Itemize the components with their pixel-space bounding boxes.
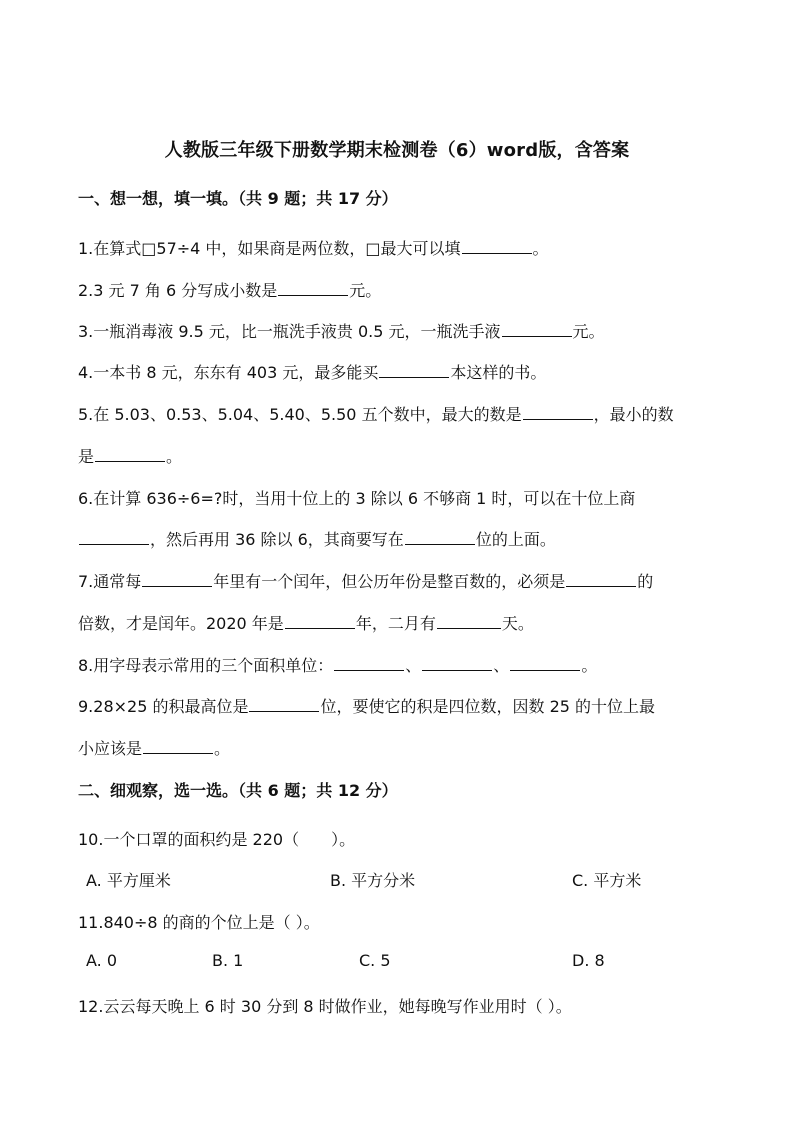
question-2-text: 2.3 元 7 角 6 分写成小数是 [78, 281, 278, 300]
answer-blank[interactable] [95, 447, 165, 462]
answer-blank[interactable] [334, 656, 404, 671]
question-7-mid-2: 的 [637, 572, 654, 591]
question-5-cont: 是 [78, 447, 95, 466]
question-8 [78, 653, 597, 676]
question-9-text: 9.28×25 的积最高位是 [78, 697, 249, 716]
question-7-line-1 [78, 569, 653, 592]
question-6-line-1 [78, 486, 635, 509]
question-5-mid: ，最小的数 [593, 405, 674, 424]
answer-blank[interactable] [405, 530, 475, 545]
answer-blank[interactable] [437, 614, 501, 629]
answer-blank[interactable] [142, 572, 212, 587]
answer-blank[interactable] [285, 614, 355, 629]
question-11: 11.840÷8 的商的个位上是（ ）。 [78, 913, 320, 932]
option-c[interactable]: C. 5 [359, 951, 391, 970]
question-2-end: 元。 [349, 281, 382, 300]
answer-blank[interactable] [278, 281, 348, 296]
question-3-end: 元。 [572, 322, 605, 341]
option-b[interactable]: B. 平方分米 [330, 871, 416, 890]
answer-blank[interactable] [422, 656, 492, 671]
question-1-end: 。 [532, 239, 549, 258]
answer-blank[interactable] [566, 572, 636, 587]
separator: 、 [405, 656, 422, 675]
question-8-text: 8.用字母表示常用的三个面积单位： [78, 656, 334, 675]
question-7-text: 7.通常每 [78, 572, 142, 591]
question-4-end: 本这样的书。 [450, 363, 547, 382]
option-a[interactable]: A. 平方厘米 [86, 871, 171, 890]
question-9-end: 。 [214, 739, 231, 758]
question-12: 12.云云每天晚上 6 时 30 分到 8 时做作业，她每晚写作业用时（ ）。 [78, 997, 572, 1016]
question-7-mid-3: 年，二月有 [355, 614, 436, 633]
answer-blank[interactable] [510, 656, 580, 671]
question-6-mid: ，然后再用 36 除以 6，其商要写在 [150, 530, 404, 549]
option-c[interactable]: C. 平方米 [572, 871, 642, 890]
answer-blank[interactable] [79, 530, 149, 545]
question-1 [78, 236, 549, 259]
question-9-line-1 [78, 694, 655, 717]
question-6-line-2 [78, 527, 556, 550]
question-5-end: 。 [166, 447, 183, 466]
question-4 [78, 360, 546, 383]
question-7-cont: 倍数，才是闰年。2020 年是 [78, 614, 284, 633]
separator: 、 [493, 656, 510, 675]
section-1-heading: 一、想一想，填一填。（共 9 题；共 17 分） [78, 189, 398, 208]
question-9-cont: 小应该是 [78, 739, 143, 758]
option-a[interactable]: A. 0 [86, 951, 118, 970]
question-5-line-2 [78, 444, 182, 467]
answer-blank[interactable] [379, 363, 449, 378]
question-8-end: 。 [581, 656, 598, 675]
option-b[interactable]: B. 1 [212, 951, 244, 970]
question-6-end: 位的上面。 [475, 530, 556, 549]
question-3-text: 3.一瓶消毒液 9.5 元，比一瓶洗手液贵 0.5 元，一瓶洗手液 [78, 322, 501, 341]
question-10: 10.一个口罩的面积约是 220（ ）。 [78, 830, 356, 849]
question-4-text: 4.一本书 8 元，东东有 403 元，最多能买 [78, 363, 379, 382]
answer-blank[interactable] [143, 739, 213, 754]
answer-blank[interactable] [249, 697, 319, 712]
page-title: 人教版三年级下册数学期末检测卷（6）word版，含答案 [164, 140, 630, 161]
question-6-text: 6.在计算 636÷6=?时，当用十位上的 3 除以 6 不够商 1 时，可以在十位上商 [78, 489, 636, 508]
question-2 [78, 278, 381, 301]
question-7-end: 天。 [501, 614, 534, 633]
question-9-line-2 [78, 736, 230, 759]
question-5-line-1 [78, 402, 674, 425]
answer-blank[interactable] [523, 405, 593, 420]
question-9-mid: 位，要使它的积是四位数，因数 25 的十位上最 [320, 697, 656, 716]
question-3 [78, 319, 605, 342]
question-5-text: 5.在 5.03、0.53、5.04、5.40、5.50 五个数中，最大的数是 [78, 405, 522, 424]
section-2-heading: 二、细观察，选一选。（共 6 题；共 12 分） [78, 781, 398, 800]
question-7-mid: 年里有一个闰年，但公历年份是整百数的，必须是 [213, 572, 566, 591]
answer-blank[interactable] [502, 322, 572, 337]
question-7-line-2 [78, 611, 534, 634]
option-d[interactable]: D. 8 [572, 951, 605, 970]
question-1-text: 1.在算式□57÷4 中，如果商是两位数，□最大可以填 [78, 239, 461, 258]
answer-blank[interactable] [462, 239, 532, 254]
